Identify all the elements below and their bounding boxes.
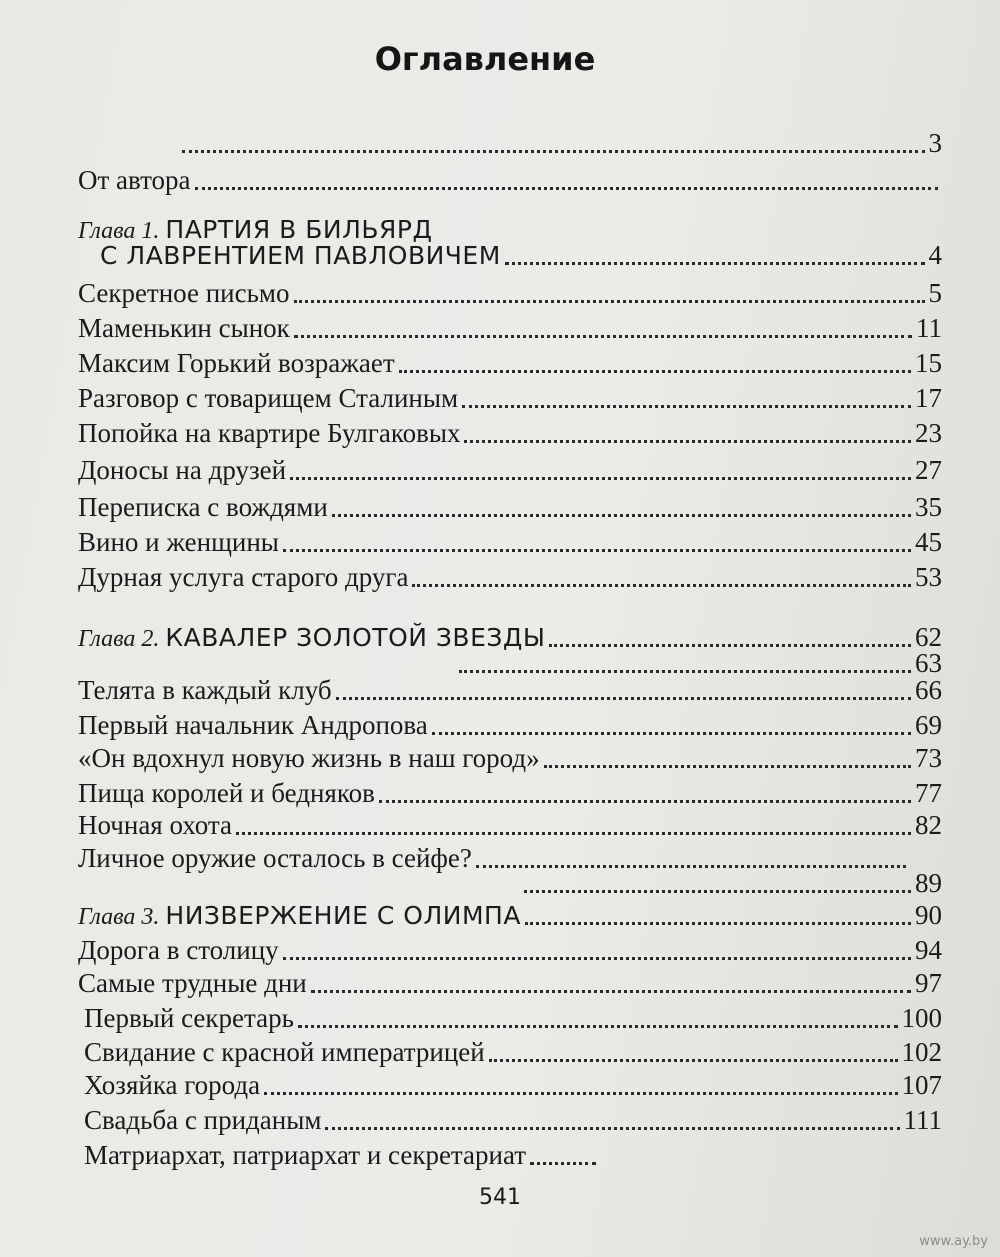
entry-title: Свадьба с приданым	[84, 1105, 322, 1135]
entry-page-number: 66	[915, 675, 942, 705]
leader-dots	[294, 335, 912, 338]
entry-page-number: 4	[928, 240, 942, 270]
toc-entry	[78, 492, 942, 523]
entry-title: Доносы на друзей	[78, 455, 287, 485]
leader-dots	[236, 832, 911, 835]
entry-page-number: 82	[915, 810, 942, 840]
toc-entry	[78, 675, 942, 706]
entry-title: Телята в каждый клуб	[78, 675, 332, 705]
chapter-title: НИЗВЕРЖЕНИЕ С ОЛИМПА	[165, 901, 521, 930]
leader-dots	[464, 440, 911, 443]
leader-dots	[311, 990, 911, 993]
chapter-label: Глава 1.	[78, 218, 160, 244]
leader-dots	[432, 732, 911, 735]
entry-page-number: 107	[901, 1070, 942, 1100]
chapter-title-continued: С ЛАВРЕНТИЕМ ПАВЛОВИЧЕМ	[100, 241, 501, 270]
leader-dots	[525, 922, 911, 925]
entry-page-number: 27	[915, 455, 942, 485]
entry-title: Дурная услуга старого друга	[78, 562, 409, 592]
entry-page-number: 3	[928, 128, 942, 158]
entry-title: Разговор с товарищем Сталиным	[78, 383, 459, 413]
toc-entry	[78, 313, 942, 344]
toc-entry	[78, 743, 942, 774]
toc-entry	[78, 348, 942, 379]
entry-page-number: 15	[915, 348, 942, 378]
entry-title: От автора	[78, 165, 191, 195]
leader-dots	[264, 1092, 897, 1095]
leader-dots	[549, 644, 911, 647]
toc-entry	[78, 455, 942, 486]
toc-entry	[78, 810, 942, 841]
leader-dots	[325, 1127, 899, 1130]
entry-page-number: 35	[915, 492, 942, 522]
entry-title: Первый начальник Андропова	[78, 710, 428, 740]
entry-title: Максим Горький возражает	[78, 348, 395, 378]
leader-dots	[412, 584, 911, 587]
entry-page-number: 63	[915, 648, 942, 678]
toc-entry	[78, 418, 942, 449]
entry-page-number: 89	[915, 868, 942, 898]
toc-entry	[78, 935, 942, 966]
watermark: www.ay.by	[919, 1234, 988, 1249]
chapter-label: Глава 2.	[78, 626, 160, 652]
entry-page-number: 97	[915, 968, 942, 998]
entry-page-number: 53	[915, 562, 942, 592]
leader-dots	[195, 187, 938, 190]
toc-entry	[78, 527, 942, 558]
leader-dots	[399, 370, 911, 373]
entry-page-number: 94	[915, 935, 942, 965]
toc-entry	[78, 968, 942, 999]
leader-dots	[294, 300, 925, 303]
toc-entry	[78, 165, 942, 196]
leader-dots	[182, 150, 925, 153]
page-number: 541	[479, 1185, 521, 1210]
chapter-title: КАВАЛЕР ЗОЛОТОЙ ЗВЕЗДЫ	[165, 623, 546, 652]
entry-page-number: 23	[915, 418, 942, 448]
chapter-heading	[78, 900, 942, 931]
entry-page-number: 90	[915, 900, 942, 930]
entry-title: Пища королей и бедняков	[78, 778, 375, 808]
leader-dots	[298, 1025, 898, 1028]
toc-entry	[178, 128, 942, 159]
entry-page-number: 11	[916, 313, 942, 343]
entry-title: Хозяйка города	[84, 1070, 261, 1100]
leader-dots	[290, 477, 911, 480]
entry-page-number: 62	[915, 622, 942, 652]
leader-dots	[283, 957, 911, 960]
entry-page-number: 111	[903, 1105, 942, 1135]
entry-page-number: 73	[915, 743, 942, 773]
toc-entry	[78, 562, 942, 593]
entry-page-number: 69	[915, 710, 942, 740]
entry-page-number: 5	[928, 278, 942, 308]
entry-page-number: 100	[901, 1003, 942, 1033]
leader-dots	[544, 765, 911, 768]
chapter-title: ПАРТИЯ В БИЛЬЯРД	[165, 215, 433, 244]
leader-dots	[462, 405, 911, 408]
toc-entry	[78, 278, 942, 309]
leader-dots	[336, 697, 911, 700]
toc-entry	[84, 1070, 942, 1101]
entry-title: Маменькин сынок	[78, 313, 290, 343]
leader-dots	[524, 890, 911, 893]
entry-title: Самые трудные дни	[78, 968, 307, 998]
leader-dots	[379, 800, 911, 803]
entry-title: Попойка на квартире Булгаковых	[78, 418, 461, 448]
page-title: Оглавление	[374, 40, 596, 78]
entry-title: Личное оружие осталось в сейфе?	[78, 843, 472, 873]
toc-entry	[84, 1037, 942, 1068]
entry-title: Ночная охота	[78, 810, 233, 840]
toc-entry	[520, 868, 942, 899]
leader-dots	[505, 262, 925, 265]
leader-dots	[332, 514, 911, 517]
leader-dots	[489, 1059, 898, 1062]
entry-title: Матриархат, патриархат и секретариат	[84, 1140, 527, 1170]
entry-title: Первый секретарь	[84, 1003, 294, 1033]
entry-title: Секретное письмо	[78, 278, 290, 308]
leader-dots	[283, 549, 911, 552]
toc-entry	[84, 1105, 942, 1136]
toc-entry	[78, 383, 942, 414]
leader-dots	[530, 1162, 596, 1165]
toc-entry	[84, 1003, 942, 1034]
chapter-heading	[100, 240, 942, 271]
entry-title: Дорога в столицу	[78, 935, 279, 965]
entry-page-number: 45	[915, 527, 942, 557]
toc-entry	[78, 710, 942, 741]
entry-title: Переписка с вождями	[78, 492, 328, 522]
entry-page-number: 17	[915, 383, 942, 413]
chapter-label: Глава 3.	[78, 904, 160, 930]
leader-dots	[459, 670, 911, 673]
toc-entry	[78, 778, 942, 809]
entry-page-number: 102	[901, 1037, 942, 1067]
entry-title: «Он вдохнул новую жизнь в наш город»	[78, 743, 540, 773]
entry-title: Свидание с красной императрицей	[84, 1037, 485, 1067]
toc-entry	[84, 1140, 600, 1171]
entry-page-number: 77	[915, 778, 942, 808]
entry-title: Вино и женщины	[78, 527, 279, 557]
